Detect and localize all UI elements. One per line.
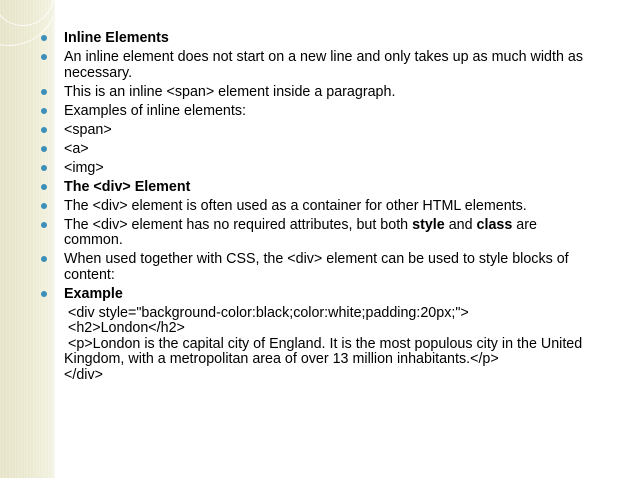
item-text-bold-class: class [476, 216, 513, 233]
bullet-icon [41, 54, 47, 60]
list-item [38, 252, 598, 283]
list-item [38, 50, 598, 81]
item-text: This is an inline <span> element inside a paragraph. [64, 83, 396, 100]
bullet-icon [41, 256, 47, 262]
item-text-mid: and [444, 216, 477, 233]
bullet-icon [41, 127, 47, 133]
bullet-icon [41, 184, 47, 190]
list-item [38, 104, 598, 120]
code-line: <h2>London</h2> [64, 320, 185, 336]
item-text: <a> [64, 140, 89, 157]
item-text-post: are common. [64, 216, 537, 248]
code-line: </div> [64, 366, 103, 383]
item-text: When used together with CSS, the <div> element can be used to style blocks of content: [64, 251, 569, 283]
item-text-pre: The <div> element has no required attributes, but both [64, 216, 413, 233]
heading-div-element: The <div> Element [64, 178, 191, 195]
bullet-icon [41, 203, 47, 209]
list-item [38, 142, 598, 158]
bullet-icon [41, 89, 47, 95]
list-item [38, 85, 598, 101]
list-item [38, 31, 598, 47]
code-line: <div style="background-color:black;color:white;padding:20px;"> [64, 304, 469, 321]
item-text: <span> [64, 121, 112, 138]
heading-inline-elements: Inline Elements [64, 30, 169, 46]
code-example [38, 306, 598, 384]
item-text-bold-style: style [412, 216, 445, 233]
code-line: <p>London is the capital city of England. It is the most populous city in the United Kingdom, with a metropolitan area of over 13 million inhabitants.</p> [64, 335, 587, 367]
bullet-icon [41, 35, 47, 41]
bullet-icon [41, 146, 47, 152]
item-text: An inline element does not start on a new line and only takes up as much width as necessary. [64, 49, 583, 81]
list-item [38, 218, 598, 249]
bullet-list [38, 31, 598, 383]
bullet-icon [41, 108, 47, 114]
bullet-icon [41, 291, 47, 297]
list-item [38, 287, 598, 303]
bullet-icon [41, 222, 47, 228]
list-item [38, 180, 598, 196]
list-item [38, 123, 598, 139]
bullet-icon [41, 165, 47, 171]
list-item [38, 161, 598, 177]
heading-example: Example [64, 285, 123, 302]
item-text: Examples of inline elements: [64, 102, 246, 119]
item-text: The <div> element is often used as a container for other HTML elements. [64, 197, 527, 214]
item-text: <img> [64, 159, 104, 176]
list-item [38, 199, 598, 215]
